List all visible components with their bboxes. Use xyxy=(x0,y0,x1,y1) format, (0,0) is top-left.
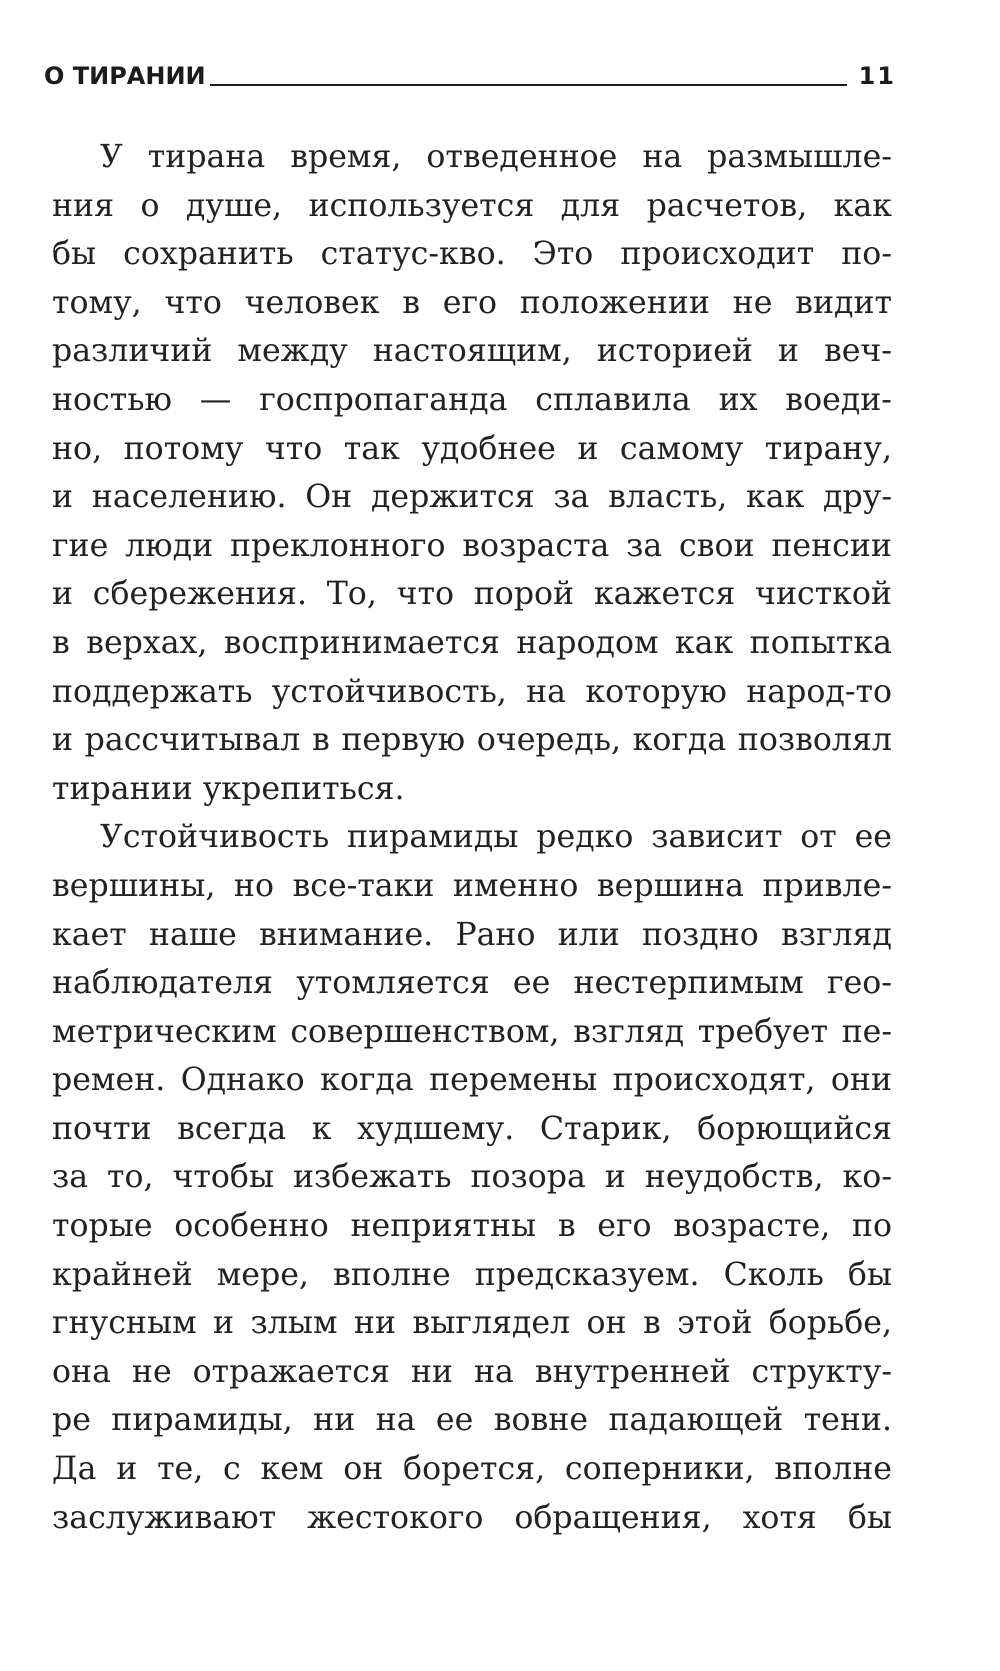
text-line: бы сохранить статус-кво. Это происходит по- xyxy=(52,236,892,273)
text-line: за то, чтобы избежать позора и неудобств, ко- xyxy=(52,1159,892,1196)
text-line: гие люди преклонного возраста за свои пенсии xyxy=(52,527,892,564)
text-line: и сбережения. То, что порой кажется чисткой xyxy=(52,576,892,613)
text-line: тирании укрепиться. xyxy=(52,770,405,807)
text-line: но, потому что так удобнее и самому тирану, xyxy=(52,430,892,467)
text-line: кает наше внимание. Рано или поздно взгляд xyxy=(52,916,892,953)
text-line: и рассчитывал в первую очередь, когда позволял xyxy=(52,722,892,759)
text-line: ре пирамиды, ни на ее вовне падающей тени. xyxy=(52,1402,892,1439)
text-line: ремен. Однако когда перемены происходят, они xyxy=(52,1062,892,1099)
text-line: вершины, но все-таки именно вершина привле- xyxy=(52,867,892,904)
text-line: поддержать устойчивость, на которую народ-то xyxy=(52,673,892,710)
text-line: метрическим совершенством, взгляд требует пе- xyxy=(52,1013,892,1050)
text-line: ностью — госпропаганда сплавила их воеди- xyxy=(52,381,892,418)
text-line: У тирана время, отведенное на размышле- xyxy=(100,139,892,175)
text-line: гнусным и злым ни выглядел он в этой борьбе, xyxy=(52,1305,892,1342)
text-line: Устойчивость пирамиды редко зависит от ее xyxy=(100,819,892,856)
page-number: 11 xyxy=(858,62,896,90)
text-line: наблюдателя утомляется ее нестерпимым гео- xyxy=(52,965,892,1002)
text-line: различий между настоящим, историей и веч- xyxy=(52,333,892,370)
text-line: в верхах, воспринимается народом как попытка xyxy=(52,624,892,661)
running-header xyxy=(44,56,896,92)
text-line: и населению. Он держится за власть, как дру- xyxy=(52,479,892,516)
text-line: заслуживают жестокого обращения, хотя бы xyxy=(52,1499,892,1536)
text-line: ния о душе, используется для расчетов, как xyxy=(52,187,892,224)
body-text xyxy=(52,133,892,1542)
text-line: торые особенно неприятны в его возрасте, по xyxy=(52,1208,892,1245)
text-line: Да и те, с кем он борется, соперники, вполне xyxy=(52,1451,892,1488)
text-line: крайней мере, вполне предсказуем. Сколь бы xyxy=(52,1256,892,1293)
chapter-title: О ТИРАНИИ xyxy=(44,62,206,90)
header-rule xyxy=(210,84,847,86)
text-line: тому, что человек в его положении не видит xyxy=(52,284,892,321)
text-line: почти всегда к худшему. Старик, борющийся xyxy=(52,1110,892,1147)
text-line: она не отражается ни на внутренней структу- xyxy=(52,1353,892,1390)
